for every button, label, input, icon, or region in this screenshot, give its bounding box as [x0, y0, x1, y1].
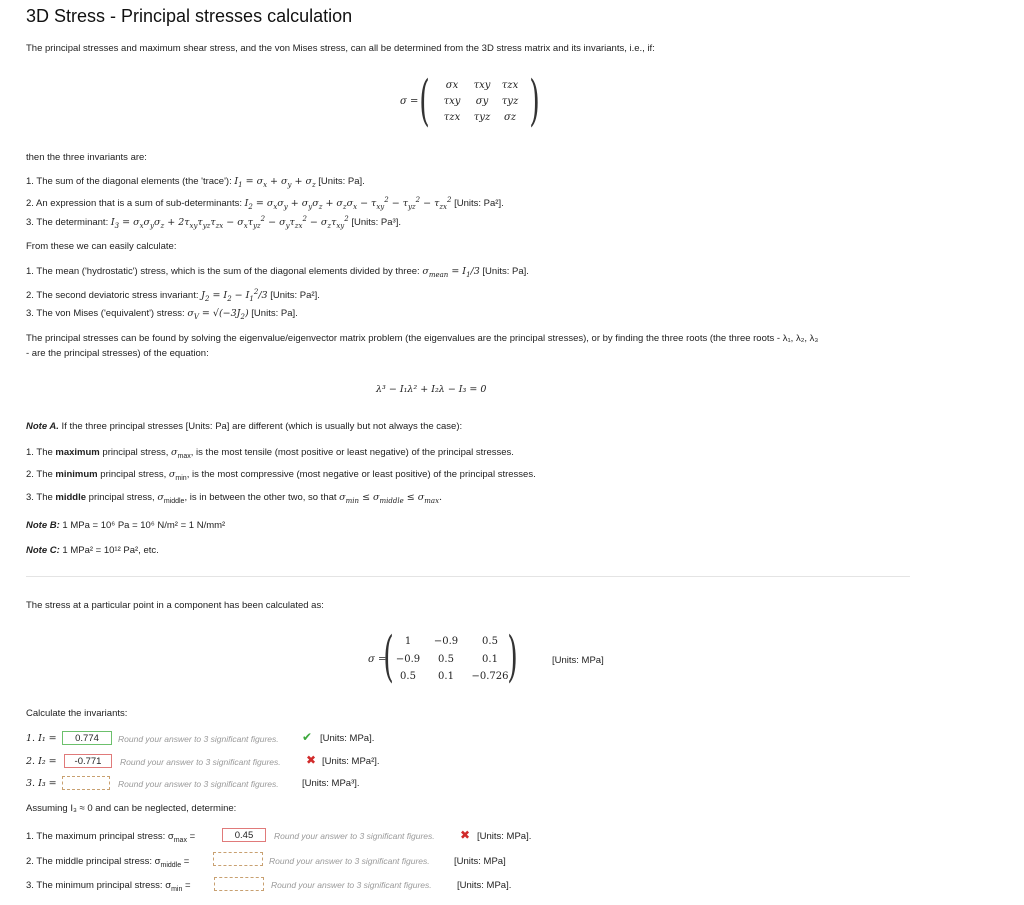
invariants-intro: then the three invariants are:	[26, 152, 147, 163]
note-a-item-text: , is in between the other two, so that	[184, 492, 340, 503]
note-a-item-text: 2. The	[26, 469, 56, 480]
note-a-item-bold: maximum	[55, 447, 100, 458]
note-a-item-text: , is the most compressive (most negative or least positive) of the principal stresses.	[186, 469, 536, 480]
matrix-cell: −0.9	[395, 654, 421, 665]
invariant-1-line	[26, 176, 365, 189]
right-paren: )	[507, 625, 518, 688]
matrix-lhs: σ =	[400, 96, 419, 107]
calc-intro: From these we can easily calculate:	[26, 241, 177, 252]
note-b-text: 1 MPa = 10⁶ Pa = 10⁶ N/m² = 1 N/mm²	[59, 520, 226, 531]
note-a-item-bold: minimum	[55, 469, 98, 480]
intro-text: The principal stresses and maximum shear stress, and the von Mises stress, can all be determined from the 3D stress matrix and its invariants, i.e., if:	[26, 43, 655, 54]
i3-hint: Round your answer to 3 significant figures.	[118, 779, 279, 789]
calc-3-text: 3. The von Mises ('equivalent') stress:	[26, 308, 188, 319]
note-a-item-text: , is the most tensile (most positive or least negative) of the principal stresses.	[190, 447, 514, 458]
i1-input[interactable]: 0.774	[62, 731, 112, 745]
matrix-units: [Units: MPa]	[552, 655, 604, 666]
max-label-text: 1. The maximum principal stress: σ	[26, 831, 174, 842]
invariant-1-text: 1. The sum of the diagonal elements (the 'trace'):	[26, 176, 235, 187]
matrix-cell: −0.726	[471, 671, 509, 682]
answer-i1-label: 1. I₁ =	[26, 733, 57, 744]
incorrect-cross-icon: ✖	[306, 753, 317, 767]
correct-check-icon: ✔	[302, 730, 313, 744]
mid-label-sub: middle	[160, 861, 182, 869]
calc-3-formula: $\sigma_V = √(-3J_2)$	[187, 308, 249, 321]
note-a-item-text: principal stress,	[86, 492, 158, 503]
sigma-min-hint: Round your answer to 3 significant figures.	[271, 880, 432, 890]
matrix-cell: 0.1	[482, 654, 498, 665]
note-a-text: If the three principal stresses [Units: Pa] are different (which is usually but not always the case):	[58, 421, 463, 432]
principal-paragraph-2: - are the principal stresses) of the equation:	[26, 348, 209, 359]
sigma-middle-input[interactable]	[213, 852, 263, 866]
sigma-min-input[interactable]	[214, 877, 264, 891]
invariant-2-formula: $I_2 = \sigma_x\sigma_y + \sigma_y\sigma_z + \sigma_z\sigma_x - \tau_{xy}^2 - \tau_{yz}^2 - \tau_{zx}^2$	[244, 196, 452, 212]
invariant-3-line	[26, 215, 401, 230]
min-label-sub: min	[171, 885, 183, 893]
invariant-1-formula: $I_1 = \sigma_x + \sigma_y + \sigma_z$	[234, 176, 316, 189]
note-a-item-symbol: σ	[157, 492, 164, 503]
sigma-max-input[interactable]: 0.45	[222, 828, 266, 842]
matrix-cell: τxy	[473, 80, 491, 91]
calc-2-text: 2. The second deviatoric stress invariant:	[26, 290, 202, 302]
note-a-item-text: 3. The	[26, 492, 56, 503]
ordering-formula: $\sigma_{min} \le \sigma_{middle} \le \sigma_{max}$.	[339, 492, 443, 505]
i2-input[interactable]: -0.771	[64, 754, 112, 768]
note-a-item-sub: max	[177, 452, 191, 460]
principal-paragraph-1: The principal stresses can be found by solving the eigenvalue/eigenvector matrix problem (the eigenvalues are the principal stresses), or by finding the three roots (the three roots - λ₁, λ₂, λ₃	[26, 333, 819, 344]
matrix-cell: τzx	[443, 112, 461, 123]
note-b-label: Note B:	[26, 520, 60, 531]
note-a-item-symbol: σ	[171, 447, 178, 458]
note-a-item-1	[26, 447, 514, 460]
note-c-text: 1 MPa² = 10¹² Pa², etc.	[59, 545, 159, 556]
section-divider	[26, 576, 910, 577]
invariant-3-formula: $I_3 = \sigma_x\sigma_y\sigma_z + 2\tau_{xy}\tau_{yz}\tau_{zx} - \sigma_x\tau_{yz}^2 - \sigma_y\tau_{zx}^2 - \sigma_z\tau_{xy}^2$	[110, 215, 349, 231]
invariant-3-text: 3. The determinant:	[26, 217, 111, 229]
note-a-item-bold: middle	[55, 492, 87, 503]
note-a-item-text: 1. The	[26, 447, 56, 458]
answer-max-label: 1. The maximum principal stress: $\sigma_{max}$ =	[26, 831, 196, 844]
note-c-label: Note C:	[26, 545, 60, 556]
sigma-middle-hint: Round your answer to 3 significant figures.	[269, 856, 430, 866]
matrix-cell: τyz	[501, 96, 519, 107]
answer-i2-label: 2. I₂ =	[26, 756, 57, 767]
right-paren: )	[529, 69, 540, 132]
left-paren: (	[419, 69, 430, 132]
i1-hint: Round your answer to 3 significant figures.	[118, 734, 279, 744]
note-b-line	[26, 520, 225, 531]
matrix-cell: τyz	[473, 112, 491, 123]
sigma-middle-units: [Units: MPa]	[454, 856, 506, 867]
invariant-3-units: [Units: Pa³].	[348, 217, 401, 229]
calc-1-units: [Units: Pa].	[479, 266, 529, 277]
note-a-item-symbol: σ	[168, 469, 176, 480]
invariant-2-text: 2. An expression that is a sum of sub-determinants:	[26, 198, 245, 210]
min-label-text: 3. The minimum principal stress: σ	[26, 880, 172, 891]
invariant-2-units: [Units: Pa²].	[451, 198, 504, 210]
calc-2-line	[26, 288, 320, 303]
matrix-cell: 0.1	[438, 671, 454, 682]
matrix-cell: 1	[404, 636, 412, 647]
answer-mid-label: 2. The middle principal stress: $\sigma_{middle}$ =	[26, 856, 190, 869]
problem-intro: The stress at a particular point in a component has been calculated as:	[26, 600, 324, 611]
calc-2-units: [Units: Pa²].	[267, 290, 320, 302]
invariant-1-units: [Units: Pa].	[315, 176, 365, 187]
matrix-cell: τzx	[501, 80, 519, 91]
answer-min-label: 3. The minimum principal stress: $\sigma_{min}$ =	[26, 880, 191, 893]
i3-input[interactable]	[62, 776, 110, 790]
note-a-item-sub: min	[175, 474, 187, 482]
invariant-2-line	[26, 196, 504, 211]
i1-units: [Units: MPa].	[320, 733, 375, 744]
matrix-cell: 0.5	[438, 654, 454, 665]
matrix-cell: −0.9	[433, 636, 459, 647]
answer-i3-label: 3. I₃ =	[26, 778, 57, 789]
calc-2-formula: $J_2 = I_2 - I_1^2/3$	[201, 288, 268, 304]
note-a-item-sub: middle	[163, 497, 185, 505]
i2-units: [Units: MPa²].	[322, 756, 380, 767]
note-c-line	[26, 545, 159, 556]
max-label-sub: max	[173, 836, 187, 844]
matrix-cell: σx	[445, 80, 459, 91]
left-paren: (	[383, 625, 394, 688]
note-a-item-text: principal stress,	[97, 469, 169, 480]
note-a-label: Note A.	[26, 421, 59, 432]
note-a-item-text: principal stress,	[99, 447, 172, 458]
calc-invariants-label: Calculate the invariants:	[26, 708, 128, 719]
cubic-equation: λ³ − I₁λ² + I₂λ − I₃ = 0	[376, 384, 487, 395]
stress-matrix-numeric	[368, 625, 608, 688]
mid-label-text: 2. The middle principal stress: σ	[26, 856, 161, 867]
i3-units: [Units: MPa³].	[302, 778, 360, 789]
calc-1-text: 1. The mean ('hydrostatic') stress, which is the sum of the diagonal elements divided by three:	[26, 266, 423, 277]
incorrect-cross-icon: ✖	[460, 828, 471, 842]
sigma-max-units: [Units: MPa].	[477, 831, 532, 842]
matrix-cell: 0.5	[482, 636, 498, 647]
sigma-min-units: [Units: MPa].	[457, 880, 512, 891]
matrix-cell: τxy	[443, 96, 461, 107]
assuming-text: Assuming I₃ ≈ 0 and can be neglected, determine:	[26, 803, 237, 814]
page-title: 3D Stress - Principal stresses calculation	[26, 6, 353, 26]
matrix-cell: σy	[475, 96, 489, 107]
calc-1-formula: $\sigma_{mean} = I_1/3$	[422, 266, 480, 279]
note-a-item-3	[26, 492, 442, 505]
calc-3-line	[26, 308, 298, 321]
matrix-cell: σz	[503, 112, 517, 123]
stress-matrix-symbolic	[400, 69, 550, 132]
i2-hint: Round your answer to 3 significant figures.	[120, 757, 281, 767]
calc-3-units: [Units: Pa].	[248, 308, 298, 319]
matrix-lhs: σ =	[368, 654, 387, 665]
calc-1-line	[26, 266, 529, 279]
sigma-max-hint: Round your answer to 3 significant figures.	[274, 831, 435, 841]
note-a-line	[26, 421, 462, 432]
matrix-cell: 0.5	[400, 671, 416, 682]
note-a-item-2	[26, 469, 536, 482]
